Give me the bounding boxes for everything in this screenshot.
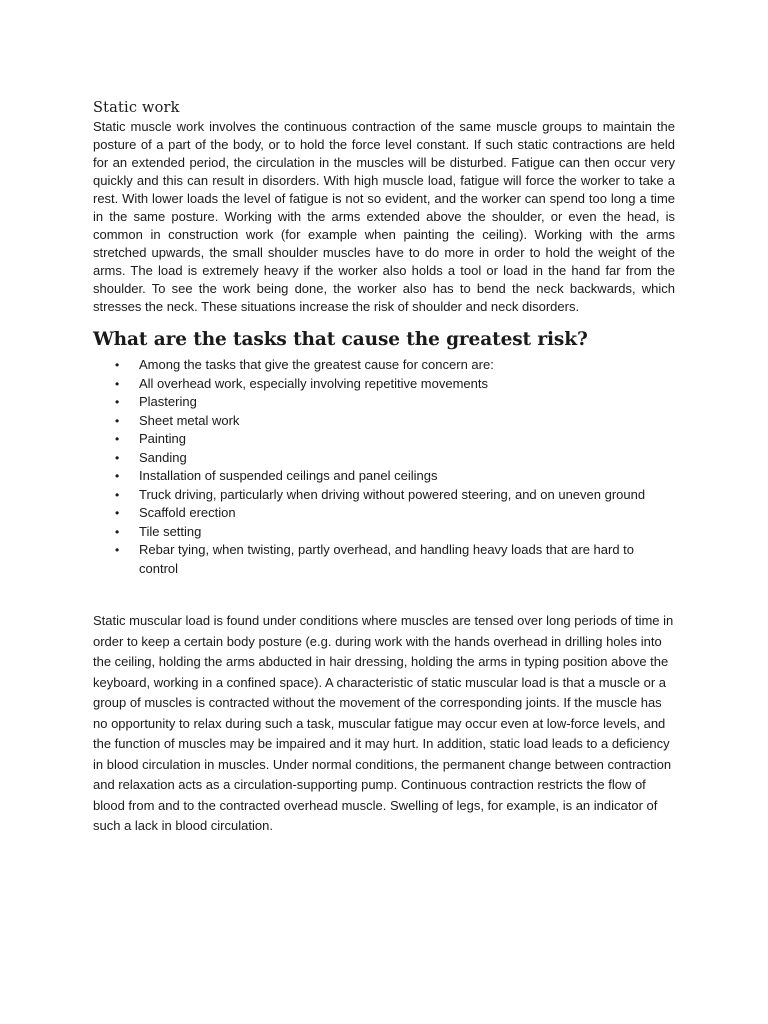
list-item-text: Sheet metal work — [139, 412, 240, 428]
list-item-text: Installation of suspended ceilings and panel ceilings — [139, 468, 438, 483]
section-heading-static-work: Static work — [93, 100, 180, 116]
bullet-icon: • — [115, 358, 120, 372]
bullet-icon: • — [115, 506, 120, 520]
list-item-text: Tile setting — [139, 523, 202, 539]
list-item — [93, 541, 675, 578]
list-item-text: Painting — [139, 431, 186, 446]
list-item-text: Among the tasks that give the greatest cause for concern are: — [139, 357, 494, 372]
list-item-text: All overhead work, especially involving repetitive movements — [139, 375, 488, 391]
bullet-icon: • — [115, 376, 120, 391]
static-muscular-load-paragraph: Static muscular load is found under conditions where muscles are tensed over long periods of time in order to keep a certain body posture (e.g. during work with the hands overhead in drilling holes into the ceiling, holding the arms abducted in hair dressing, holding the arms in typing position above the keyboard, working in a confined space). A characteristic of static muscular load is that a muscle or a group of muscles is contracted without the movement of the corresponding joints. If the muscle has no opportunity to relax during such a task, muscular fatigue may occur even at low-force levels, and the function of muscles may be impaired and it may hurt. In addition, static load leads to a deficiency in blood circulation in muscles. Under normal conditions, the permanent change between contraction and relaxation acts as a circulation-supporting pump. Continuous contraction restricts the flow of blood from and to the contracted overhead muscle. Swelling of legs, for example, is an indicator of such a lack in blood circulation. — [93, 613, 674, 833]
bullet-icon: • — [115, 395, 120, 409]
list-item — [93, 449, 675, 468]
bullet-icon: • — [115, 487, 120, 502]
list-item — [93, 356, 675, 375]
risk-task-list — [93, 356, 675, 578]
list-item-text: Plastering — [139, 394, 197, 409]
bullet-icon: • — [115, 524, 120, 539]
list-item — [93, 523, 675, 542]
static-work-paragraph: Static muscle work involves the continuous contraction of the same muscle groups to maintain the posture of a part of the body, or to hold the force level constant. If such static contractions are held for an extended period, the circulation in the muscles will be disturbed. Fatigue can then occur very quickly and this can result in disorders. With high muscle load, fatigue will force the worker to take a rest. With lower loads the level of fatigue is not so evident, and the worker can spend too long a time in the same posture. Working with the arms extended above the shoulder, or even the head, is common in construction work (for example when painting the ceiling). Working with the arms stretched upwards, the small shoulder muscles have to do more in order to hold the weight of the arms. The load is extremely heavy if the worker also holds a tool or load in the hand far from the shoulder. To see the work being done, the worker also has to bend the neck backwards, which stresses the neck. These situations increase the risk of shoulder and neck disorders. — [93, 119, 675, 314]
list-item — [93, 504, 675, 523]
list-item-text: Truck driving, particularly when driving without powered steering, and on uneven ground — [139, 486, 646, 502]
bullet-icon: • — [115, 450, 120, 465]
bullet-icon: • — [115, 543, 120, 557]
list-item — [93, 430, 675, 449]
list-item — [93, 375, 675, 394]
list-item — [93, 393, 675, 412]
bullet-icon: • — [115, 432, 120, 446]
document-page — [93, 100, 675, 837]
list-item — [93, 486, 675, 505]
list-item — [93, 467, 675, 486]
list-item-text: Sanding — [139, 449, 187, 465]
list-item-text: Rebar tying, when twisting, partly overhead, and handling heavy loads that are hard to control — [139, 542, 635, 576]
bullet-icon: • — [115, 469, 120, 483]
section-heading-tasks-risk: What are the tasks that cause the greatest risk? — [93, 329, 588, 350]
bullet-icon: • — [115, 413, 120, 428]
list-item — [93, 412, 675, 431]
list-item-text: Scaffold erection — [139, 505, 236, 520]
